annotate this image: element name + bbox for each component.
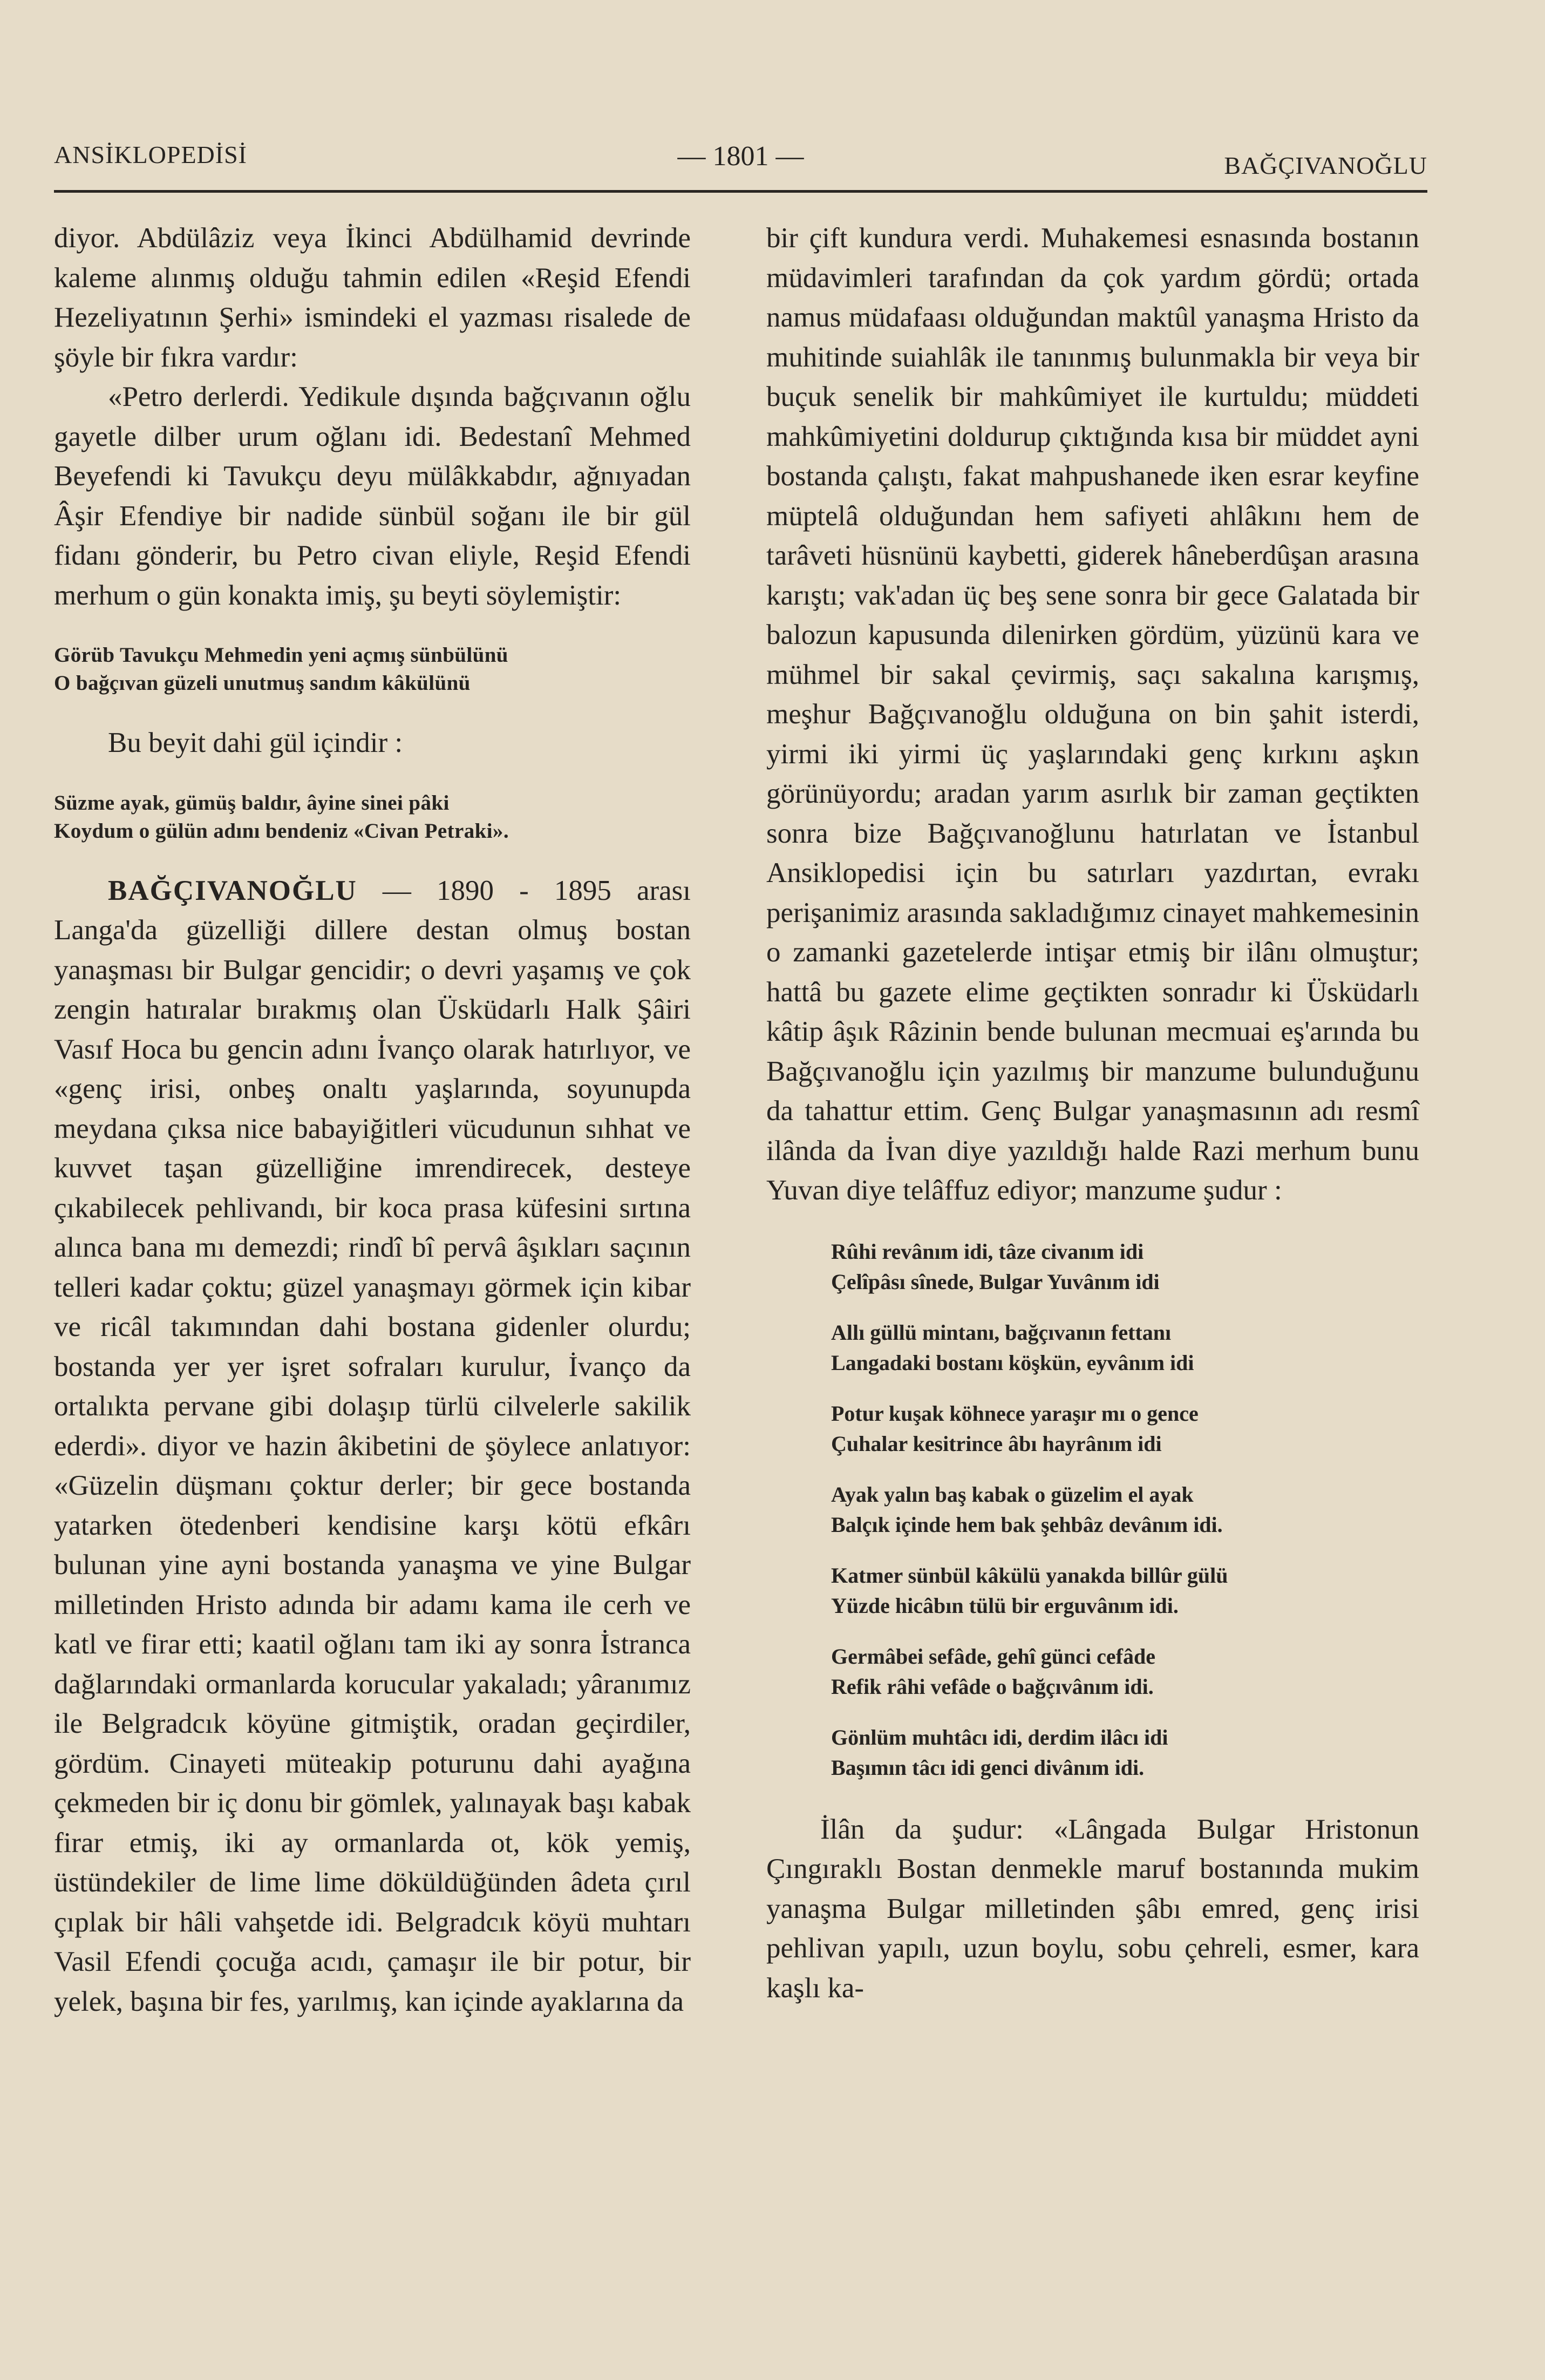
right-column	[766, 219, 1419, 2008]
paragraph: İlân da şudur: «Lângada Bulgar Hristonun Çıngıraklı Bostan denmekle maruf bostanında mukim yanaşma Bulgar milletinden şâbı emred, genç irisi pehlivan yapılı, uzun boylu, sobu çehreli, esmer, kara kaşlı ka-	[766, 1813, 1419, 2004]
poem-line: Allı güllü mintanı, bağçıvanın fettanı	[831, 1320, 1172, 1345]
page-header	[54, 135, 1427, 194]
verse-line: Görüb Tavukçu Mehmedin yeni açmış sünbülünü	[54, 643, 508, 667]
poem-line: Ayak yalın baş kabak o güzelim el ayak	[831, 1482, 1194, 1507]
left-column	[54, 219, 691, 2022]
poem-line: Yüzde hicâbın tülü bir erguvânım idi.	[831, 1593, 1179, 1618]
verse-line: Süzme ayak, gümüş baldır, âyine sinei pâki	[54, 791, 450, 815]
entry-title: BAĞÇIVANOĞLU	[108, 874, 357, 906]
verse-couplet	[54, 789, 691, 845]
poem-line: Langadaki bostanı köşkün, eyvânım idi	[831, 1350, 1194, 1375]
poem-stanza	[831, 1237, 1419, 1297]
verse-couplet	[54, 641, 691, 697]
paragraph: Bu beyit dahi gül içindir :	[108, 727, 403, 758]
paragraph: diyor. Abdülâziz veya İkinci Abdülhamid devrinde kaleme alınmış olduğu tahmin edilen «Reşid Efendi Hezeliyatının Şerhi» ismindeki el yazması risalede de şöyle bir fıkra vardır:	[54, 222, 691, 373]
poem-line: Gönlüm muhtâcı idi, derdim ilâcı idi	[831, 1725, 1168, 1750]
verse-line: Koydum o gülün adını bendeniz «Civan Petraki».	[54, 819, 509, 843]
poem-line: Refik râhi vefâde o bağçıvânım idi.	[831, 1674, 1154, 1699]
poem-line: Çelîpâsı sînede, Bulgar Yuvânım idi	[831, 1269, 1160, 1294]
poem-line: Potur kuşak köhnece yaraşır mı o gence	[831, 1401, 1199, 1426]
running-head-left: ANSİKLOPEDİSİ	[54, 141, 247, 168]
poem-line: Balçık içinde hem bak şehbâz devânım idi.	[831, 1512, 1223, 1537]
poem-stanza	[831, 1480, 1419, 1540]
poem-stanza	[831, 1561, 1419, 1621]
poem-line: Germâbei sefâde, gehî günci cefâde	[831, 1644, 1155, 1669]
running-head-right: BAĞÇIVANOĞLU	[1224, 152, 1427, 179]
paragraph: bir çift kundura verdi. Muhakemesi esnasında bostanın müdavimleri tarafından da çok yardım gördü; ortada namus müdafaası olduğundan maktûl yanaşma Hristo da muhitinde suiahlâk ile tanınmış bulunmakla bir veya bir buçuk senelik bir mahkûmiyet ile kurtuldu; müddeti mahkûmiyetini doldurup çıktığında kısa bir müddet ayni bostanda çalıştı, fakat mahpushanede iken esrar keyfine müptelâ olduğundan hem safiyeti ahlâkını hem de tarâveti hüsnünü kaybetti, giderek hâneberdûşan arasına karıştı; vak'adan üç beş sene sonra bir gece Galatada bir balozun kapusunda dilenirken gördüm, yüzünü kara ve mühmel bir sakal çevirmiş, saçı sakalına karışmış, meşhur Bağçıvanoğlu olduğuna on bin şahit isterdi, yirmi iki yirmi üç yaşlarındaki genç kırkını aşkın görünüyordu; aradan yarım asırlık bir zaman geçtikten sonra bize Bağçıvanoğlunu hatırlatan ve İstanbul Ansiklopedisi için bu satırları yazdırtan, evrakı perişanimiz arasında sakladığımız cinayet mahkemesinin o zamanki gazetelerde intişar etmiş bir ilânı olmuştur; hattâ bu gazete elime geçtikten sonradır ki Üsküdarlı kâtip âşık Râzinin bende bulunan mecmuai eş'arında bu Bağçıvanoğlu için yazılmış bir manzume bulunduğunu da tahattur ettim. Genç Bulgar yanaşmasının adı resmî ilânda da İvan diye yazıldığı halde Razi merhum bunu Yuvan diye telâffuz ediyor; manzume şudur :	[766, 222, 1419, 1206]
poem-stanza	[831, 1399, 1419, 1459]
poem-stanza	[831, 1642, 1419, 1702]
poem-stanza	[831, 1318, 1419, 1378]
page-number: — 1801 —	[677, 141, 804, 172]
poem-line: Başımın tâcı idi genci divânım idi.	[831, 1755, 1145, 1780]
poem-line: Çuhalar kesitrince âbı hayrânım idi	[831, 1431, 1162, 1456]
poem-line: Rûhi revânım idi, tâze civanım idi	[831, 1239, 1144, 1264]
header-rule	[54, 190, 1427, 193]
verse-line: O bağçıvan güzeli unutmuş sandım kâkülünü	[54, 672, 471, 695]
poem-line: Katmer sünbül kâkülü yanakda billûr gülü	[831, 1563, 1228, 1588]
entry-text: — 1890 - 1895 arası Langa'da güzelliği dillere destan olmuş bostan yanaşması bir Bulgar gencidir; o devri yaşamış ve çok zengin hatıralar bırakmış olan Üsküdarlı Halk Şâiri Vasıf Hoca bu gencin adını İvanço olarak hatırlıyor, ve «genç irisi, onbeş onaltı yaşlarında, soyunupda meydana çıksa nice babayiğitleri vücudunun sıhhat ve kuvvet taşan güzelliğine imrendirecek, desteye çıkabilecek pehlivandı, bir koca prasa küfesini sırtına alınca bana mı demezdi; rindî bî pervâ âşıkları saçının telleri kadar çoktu; güzel yanaşmayı görmek için kibar ve ricâl takımından dahi bostana gidenler olurdu; bostanda yer yer işret sofraları kurulur, İvanço da ortalıkta pervane gibi dolaşıp türlü cilvelerle sakilik ederdi». diyor ve hazin âkibetini de şöylece anlatıyor: «Güzelin düşmanı çoktur derler; bir gece bostanda yatarken ötedenberi kendisine karşı kötü efkârı bulunan yine ayni bostanda yanaşma ve yine Bulgar milletinden Hristo adında bir adamı kama ile cerh ve katl ve firar etti; kaatil oğlanı tam iki ay sonra İstranca dağlarındaki ormanlarda korucular yakaladı; yâranımız ile Belgradcık köyüne gitmiştik, oradan geçirdiler, gördüm. Cinayeti müteakip poturunu dahi ayağına çekmeden bir iç donu bir gömlek, yalınayak başı kabak firar etmiş, iki ay ormanlarda ot, kök yemiş, üstündekiler de lime lime döküldüğünden âdeta çırıl çıplak bir hâli vahşetde idi. Belgradcık köyü muhtarı Vasil Efendi çocuğa acıdı, çamaşır ile bir potur, bir yelek, başına bir fes, yarılmış, kan içinde ayaklarına da	[54, 874, 691, 2017]
entry-paragraph	[54, 871, 691, 2022]
poem-stanza	[831, 1723, 1419, 1783]
paragraph: «Petro derlerdi. Yedikule dışında bağçıvanın oğlu gayetle dilber urum oğlanı idi. Bedestanî Mehmed Beyefendi ki Tavukçu deyu mülâkkabdır, ağnıyadan Âşir Efendiye bir nadide sünbül soğanı ile bir gül fidanı gönderir, bu Petro civan eliyle, Reşid Efendi merhum o gün konakta imiş, şu beyti söylemiştir:	[54, 381, 691, 611]
